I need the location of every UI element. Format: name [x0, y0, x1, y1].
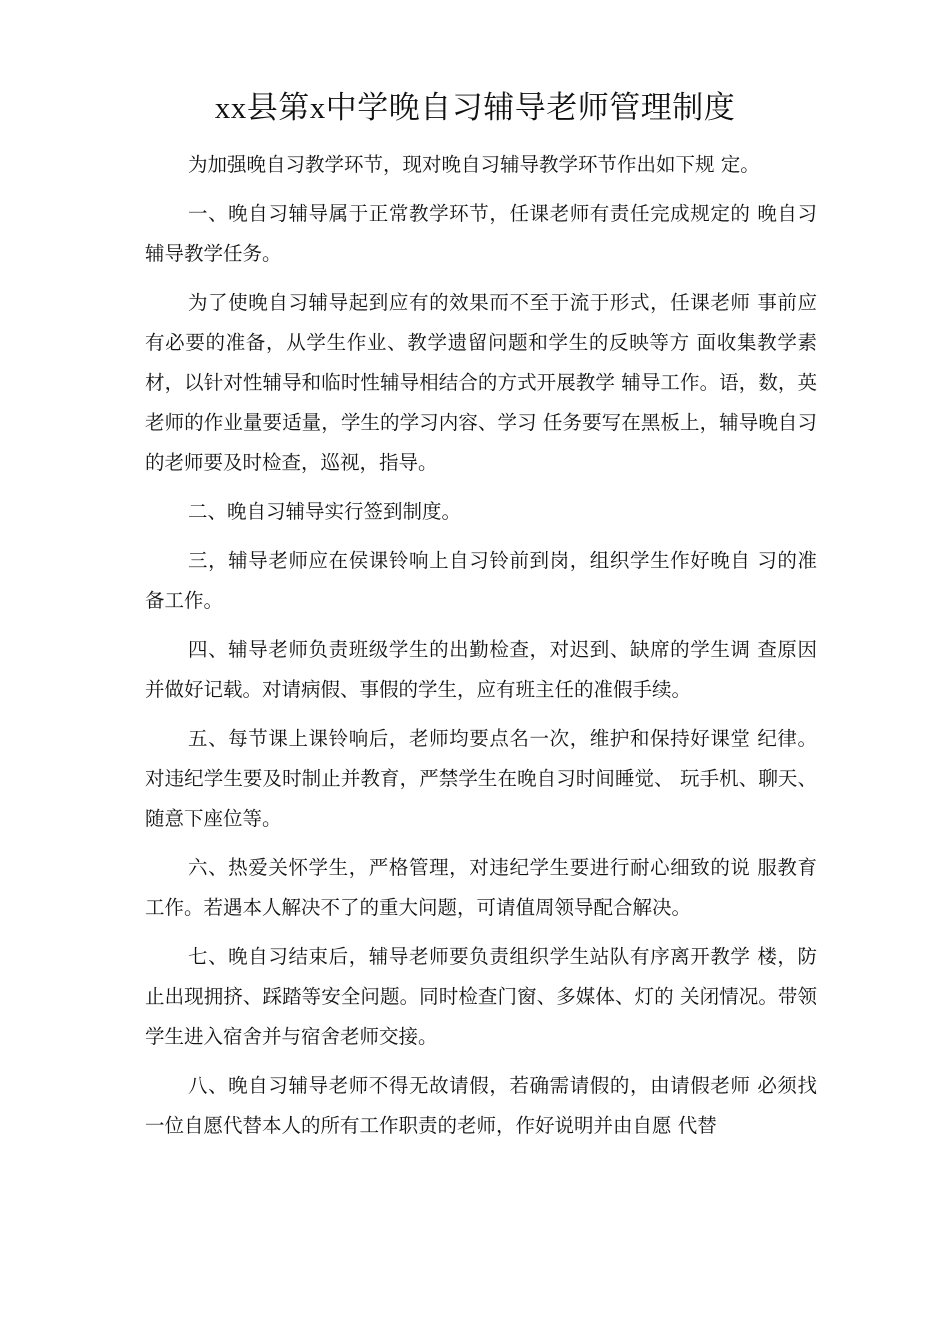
paragraph-rule-6: 六、热爱关怀学生，严格管理，对违纪学生要进行耐心细致的说 服教育工作。若遇本人解决不了的重大问题，可请值周领导配合解决。 [145, 856, 817, 919]
paragraph-rule-8: 八、晚自习辅导老师不得无故请假，若确需请假的，由请假老师 必须找一位自愿代替本人的所有工作职责的老师，作好说明并由自愿 代替 [145, 1074, 817, 1137]
paragraph-rule-1-detail: 为了使晚自习辅导起到应有的效果而不至于流于形式，任课老师 事前应有必要的准备，从学生作业、教学遗留问题和学生的反映等方 面收集教学素材，以针对性辅导和临时性辅导相结合的方式开展教学 辅导工作。语，数，英老师的作业量要适量，学生的学习内容、学习 任务要写在黑板上，辅导晚自习的老师要及时检查，巡视，指导。 [145, 291, 817, 474]
paragraph-rule-4: 四、辅导老师负责班级学生的出勤检查，对迟到、缺席的学生调 查原因并做好记载。对请病假、事假的学生，应有班主任的准假手续。 [145, 638, 817, 701]
paragraph-intro: 为加强晚自习教学环节，现对晚自习辅导教学环节作出如下规 定。 [188, 153, 760, 176]
document-body [145, 145, 817, 1155]
paragraph-rule-2: 二、晚自习辅导实行签到制度。 [188, 500, 462, 523]
paragraph-rule-5: 五、每节课上课铃响后，老师均要点名一次，维护和保持好课堂 纪律。对违纪学生要及时制止并教育，严禁学生在晚自习时间睡觉、 玩手机、聊天、随意下座位等。 [145, 727, 817, 830]
paragraph-rule-3: 三，辅导老师应在侯课铃响上自习铃前到岗，组织学生作好晚自 习的准备工作。 [145, 549, 817, 612]
document-title: xx县第x中学晚自习辅导老师管理制度 [214, 90, 736, 125]
paragraph-rule-1: 一、晚自习辅导属于正常教学环节，任课老师有责任完成规定的 晚自习辅导教学任务。 [145, 202, 817, 265]
paragraph-rule-7: 七、晚自习结束后，辅导老师要负责组织学生站队有序离开教学 楼，防止出现拥挤、踩踏等安全问题。同时检查门窗、多媒体、灯的 关闭情况。带领学生进入宿舍并与宿舍老师交接。 [145, 945, 817, 1048]
